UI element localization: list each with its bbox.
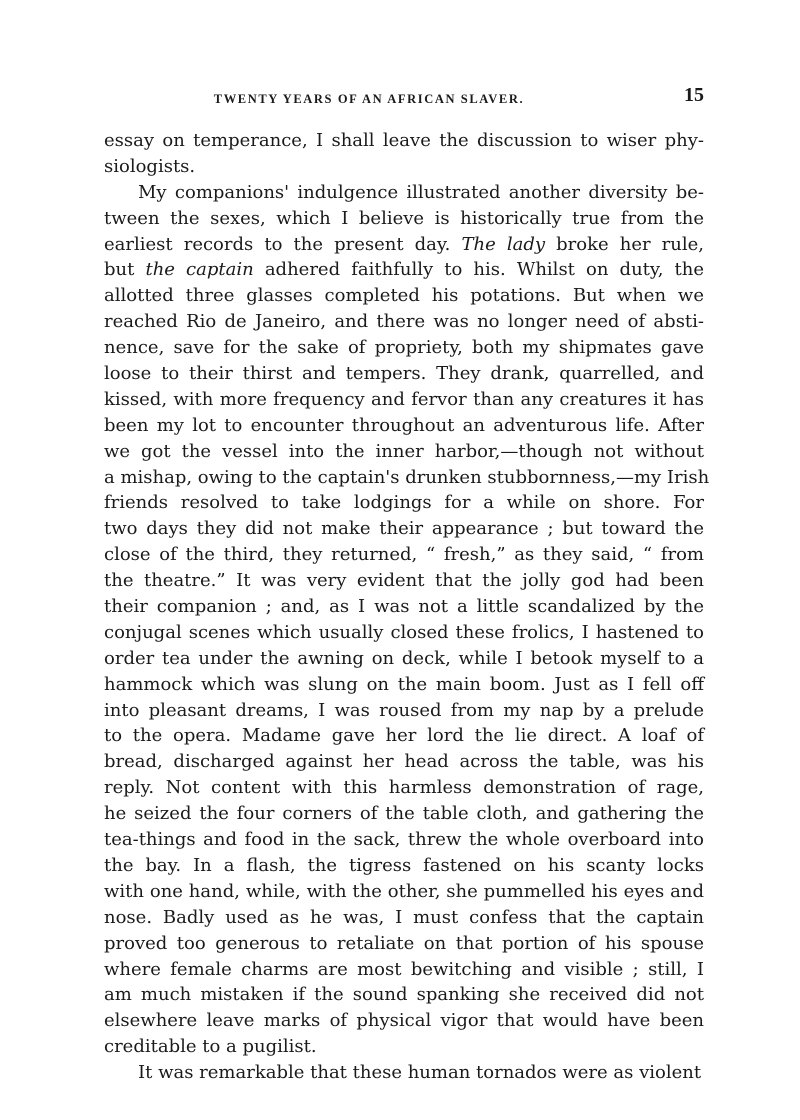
text-line (104, 1060, 704, 1086)
text-run: order tea under the awning on deck, while I betook myself to a (104, 647, 704, 669)
text-run: tea-things and food in the sack, threw the whole overboard into (104, 829, 704, 851)
text-line (104, 335, 704, 361)
text-line (104, 413, 704, 439)
text-run: reply. Not content with this harmless demonstration of rage, (104, 777, 704, 799)
text-line (104, 672, 704, 698)
text-run: loose to their thirst and tempers. They drank, quarrelled, and (104, 363, 704, 385)
text-line (104, 646, 704, 672)
text-run: conjugal scenes which usually closed these frolics, I hastened to (104, 621, 704, 643)
text-line (104, 283, 704, 309)
text-run: My companions' indulgence illustrated another diversity be- (138, 181, 704, 203)
text-run: proved too generous to retaliate on that portion of his spouse (104, 932, 704, 954)
text-line (104, 879, 704, 905)
text-line (104, 775, 704, 801)
text-line (104, 361, 704, 387)
text-run: into pleasant dreams, I was roused from my nap by a prelude (104, 699, 704, 721)
text-run: close of the third, they returned, “ fresh,” as they said, “ from (104, 544, 704, 566)
text-run: their companion ; and, as I was not a little scandalized by the (104, 596, 704, 618)
text-line (104, 957, 704, 983)
text-run: the bay. In a flash, the tigress fastened on his scanty locks (104, 854, 704, 876)
text-line (104, 853, 704, 879)
text-run: with one hand, while, with the other, she pummelled his eyes and (104, 880, 704, 902)
text-run: we got the vessel into the inner harbor,—though not without (104, 440, 704, 462)
text-run: where female charms are most bewitching and visible ; still, I (104, 958, 704, 980)
text-run: essay on temperance, I shall leave the discussion to wiser phy- (104, 130, 704, 151)
text-line (104, 516, 704, 542)
paragraph (104, 180, 710, 1060)
running-title: TWENTY YEARS OF AN AFRICAN SLAVER. (213, 92, 525, 106)
text-run: a mishap, owing to the captain's drunken stubbornness,—my Irish (104, 466, 710, 488)
text-run: reached Rio de Janeiro, and there was no longer need of absti- (104, 311, 704, 333)
text-line (104, 542, 704, 568)
text-line (104, 723, 704, 749)
text-line (104, 568, 704, 594)
running-header (104, 82, 704, 114)
text-line (104, 931, 704, 957)
text-run: earliest records to the present day. (104, 233, 462, 255)
text-run: kissed, with more frequency and fervor than any creatures it has (104, 388, 704, 410)
text-run: but (104, 259, 146, 281)
paragraph (104, 1060, 704, 1086)
text-run: nose. Badly used as he was, I must confess that the captain (104, 906, 704, 928)
text-line (104, 309, 704, 335)
text-line (104, 827, 704, 853)
text-run: bread, discharged against her head across the table, was his (104, 751, 704, 773)
text-line (104, 1034, 704, 1060)
text-line (104, 257, 704, 283)
text-run: am much mistaken if the sound spanking she received did not (104, 984, 704, 1006)
text-run: the theatre.” It was very evident that the jolly god had been (104, 570, 704, 592)
text-run: friends resolved to take lodgings for a while on shore. For (104, 492, 704, 514)
text-run: siologists. (104, 155, 196, 177)
text-line (104, 180, 704, 206)
text-run: adhered faithfully to his. Whilst on duty, the (253, 259, 704, 281)
text-run: broke her rule, (545, 233, 704, 255)
text-line (104, 439, 704, 465)
text-run: allotted three glasses completed his potations. But when we (104, 285, 704, 307)
text-line (104, 620, 704, 646)
text-run: two days they did not make their appearance ; but toward the (104, 518, 704, 540)
text-line (104, 387, 704, 413)
text-line (104, 749, 704, 775)
text-run: been my lot to encounter throughout an adventurous life. After (104, 414, 704, 436)
page-number: 15 (684, 84, 704, 106)
text-run: hammock which was slung on the main boom. Just as I fell off (104, 673, 704, 695)
text-line (104, 206, 704, 232)
text-line (104, 982, 704, 1008)
text-run: creditable to a pugilist. (104, 1036, 317, 1058)
text-line (104, 128, 704, 154)
text-line (104, 154, 704, 180)
text-line (104, 801, 704, 827)
body-text (104, 128, 710, 1086)
text-line (104, 465, 710, 491)
text-line (104, 1008, 704, 1034)
text-run: elsewhere leave marks of physical vigor that would have been (104, 1010, 704, 1032)
text-run: to the opera. Madame gave her lord the lie direct. A loaf of (104, 725, 704, 747)
text-line (104, 698, 704, 724)
text-run: It was remarkable that these human tornados were as violent (138, 1062, 702, 1084)
italic-run: The lady (461, 233, 546, 255)
text-line (104, 594, 704, 620)
paragraph (104, 128, 704, 180)
text-line (104, 905, 704, 931)
text-line (104, 490, 704, 516)
text-run: nence, save for the sake of propriety, both my shipmates gave (104, 337, 704, 359)
text-line (104, 232, 704, 258)
text-run: he seized the four corners of the table cloth, and gathering the (104, 803, 704, 825)
text-run: tween the sexes, which I believe is historically true from the (104, 207, 704, 229)
italic-run: the captain (145, 259, 254, 281)
